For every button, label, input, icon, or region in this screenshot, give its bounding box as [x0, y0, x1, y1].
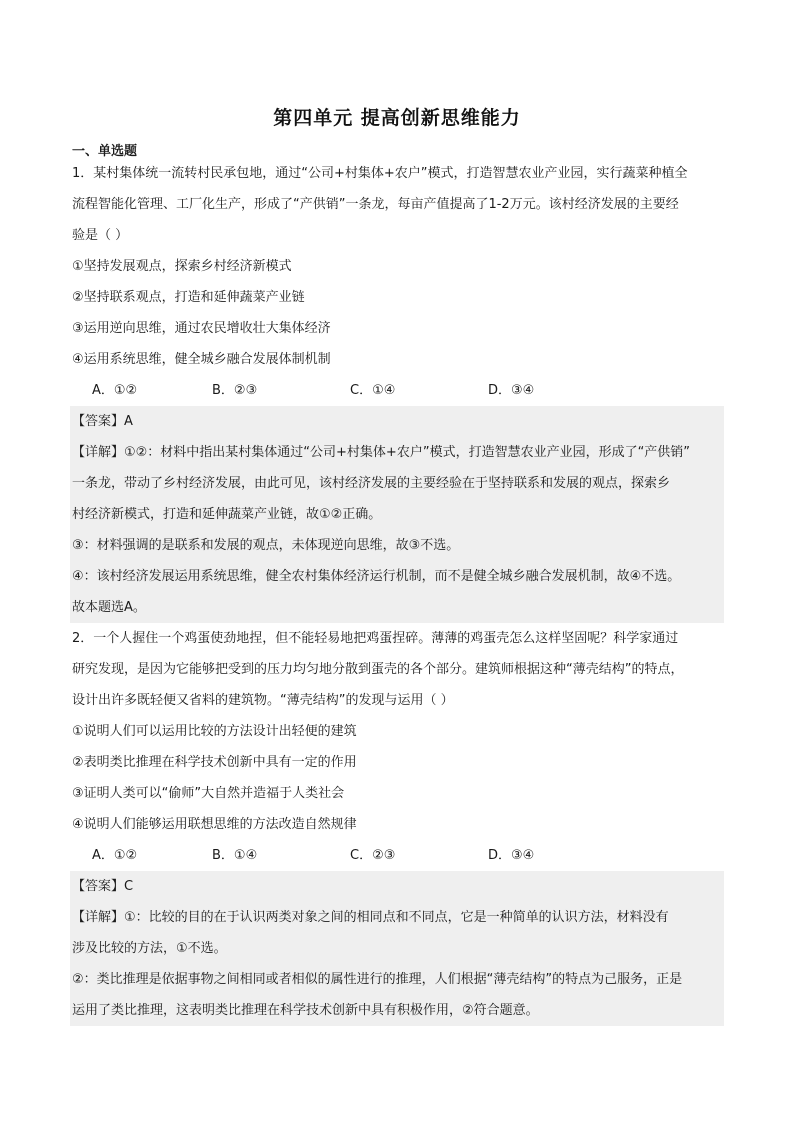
statement-item: ②表明类比推理在科学技术创新中具有一定的作用 [72, 755, 357, 770]
choice-a: A．①② [92, 383, 138, 398]
statement-item: ①坚持发展观点，探索乡村经济新模式 [72, 259, 292, 274]
analysis-line: ③：材料强调的是联系和发展的观点，未体现逆向思维，故③不选。 [72, 538, 460, 553]
choice-c: C．②③ [350, 848, 396, 863]
analysis-line: 涉及比较的方法，①不选。 [72, 941, 227, 956]
analysis-line: 故本题选A。 [72, 600, 146, 615]
analysis-line: 村经济新模式，打造和延伸蔬菜产业链，故①②正确。 [72, 507, 382, 522]
section-heading: 一、单选题 [72, 144, 138, 159]
statement-item: ④说明人们能够运用联想思维的方法改造自然规律 [72, 817, 357, 832]
statement-item: ③证明人类可以“偷师”大自然并造福于人类社会 [72, 786, 345, 801]
question-stem-line: 验是（ ） [72, 228, 129, 243]
answer-block [70, 871, 724, 1026]
analysis-line: ④：该村经济发展运用系统思维，健全农村集体经济运行机制，而不是健全城乡融合发展机制，故④不选。 [72, 569, 681, 584]
choice-a: A．①② [92, 848, 138, 863]
analysis-line: ②：类比推理是依据事物之间相同或者相似的属性进行的推理，人们根据“薄壳结构”的特点为己服务，正是 [72, 972, 683, 987]
choice-d: D．③④ [488, 383, 535, 398]
question-stem-line: 设计出许多既轻便又省料的建筑物。“薄壳结构”的发现与运用（ ） [72, 693, 454, 708]
question-stem-line: 1．某村集体统一流转村民承包地，通过“公司+村集体+农户”模式，打造智慧农业产业园，实行蔬菜种植全 [72, 166, 688, 181]
choice-row [72, 840, 724, 871]
choice-d: D．③④ [488, 848, 535, 863]
analysis-line: 一条龙，带动了乡村经济发展，由此可见，该村经济发展的主要经验在于坚持联系和发展的观点，探索乡 [72, 476, 671, 491]
question-1 [72, 158, 724, 623]
answer-line: 【答案】C [72, 879, 134, 894]
question-stem-line: 2．一个人握住一个鸡蛋使劲地捏，但不能轻易地把鸡蛋捏碎。薄薄的鸡蛋壳怎么这样坚固呢？科学家通过 [72, 631, 679, 646]
statement-item: ③运用逆向思维，通过农民增收壮大集体经济 [72, 321, 331, 336]
question-stem-line: 研究发现，是因为它能够把受到的压力均匀地分散到蛋壳的各个部分。建筑师根据这种“薄壳结构”的特点， [72, 662, 684, 677]
choice-c: C．①④ [350, 383, 396, 398]
analysis-line: 【详解】①②：材料中指出某村集体通过“公司+村集体+农户”模式，打造智慧农业产业园，形成了“产供销” [72, 445, 691, 460]
choice-b: B．②③ [212, 383, 258, 398]
analysis-line: 【详解】①：比较的目的在于认识两类对象之间的相同点和不同点，它是一种简单的认识方法，材料没有 [72, 910, 669, 925]
questions-content [72, 158, 724, 1026]
statement-item: ④运用系统思维，健全城乡融合发展体制机制 [72, 352, 331, 367]
statement-item: ①说明人们可以运用比较的方法设计出轻便的建筑 [72, 724, 357, 739]
question-2 [72, 623, 724, 1026]
answer-block [70, 406, 724, 623]
analysis-line: 运用了类比推理，这表明类比推理在科学技术创新中具有积极作用，②符合题意。 [72, 1003, 539, 1018]
choice-row [72, 375, 724, 406]
question-stem-line: 流程智能化管理、工厂化生产，形成了“产供销”一条龙，每亩产值提高了1-2万元。该村经济发展的主要经 [72, 197, 679, 212]
answer-line: 【答案】A [72, 414, 133, 429]
page-title: 第四单元 提高创新思维能力 [273, 107, 521, 129]
choice-b: B．①④ [212, 848, 258, 863]
statement-item: ②坚持联系观点，打造和延伸蔬菜产业链 [72, 290, 305, 305]
